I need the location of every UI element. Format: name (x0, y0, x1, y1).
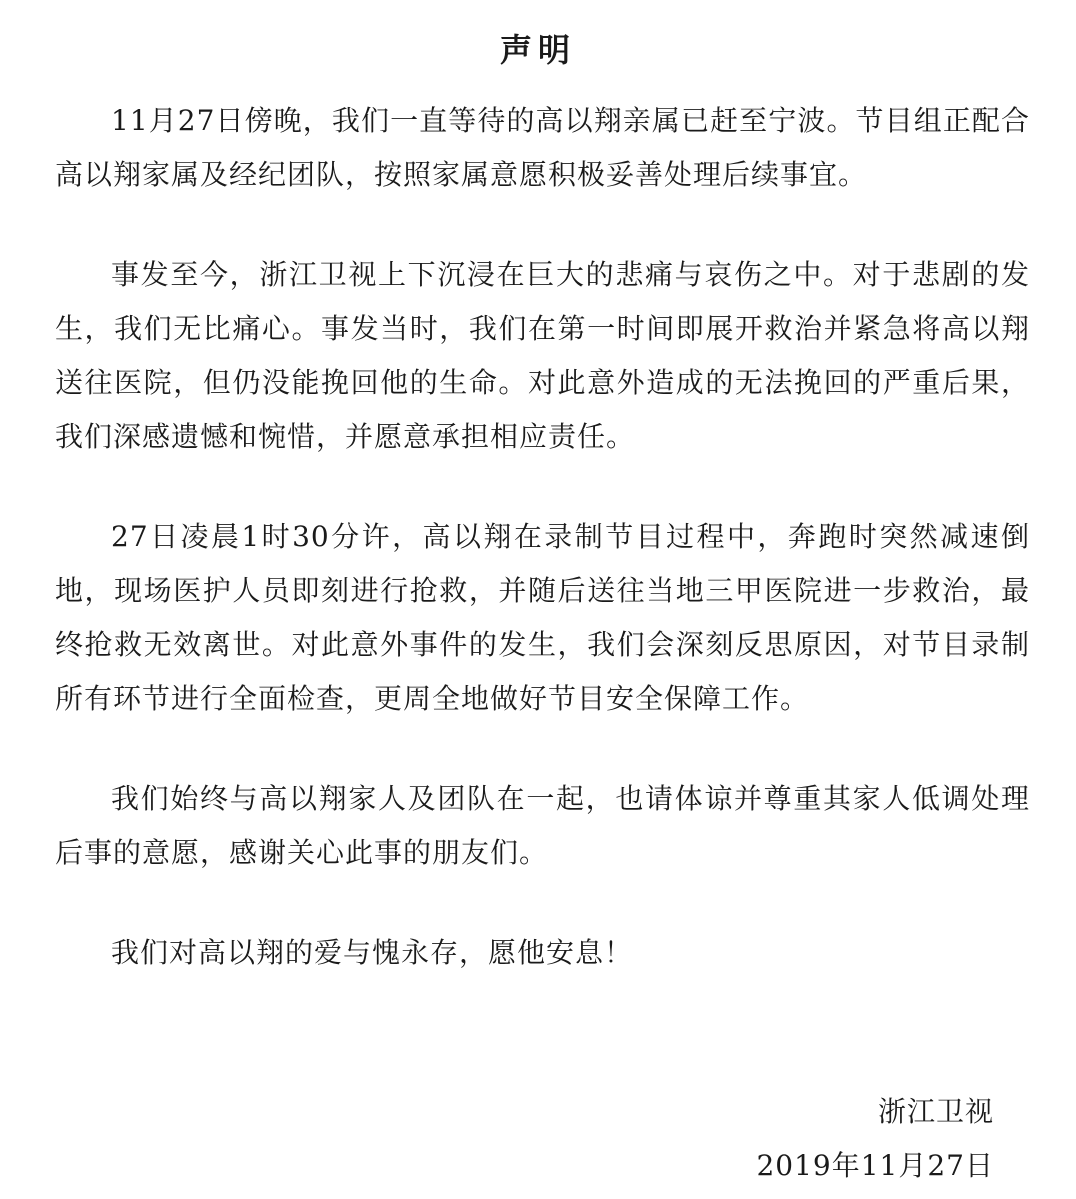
paragraph-incident-details: 27日凌晨1时30分许，高以翔在录制节目过程中，奔跑时突然减速倒地，现场医护人员即刻进行抢救，并随后送往当地三甲医院进一步救治，最终抢救无效离世。对此意外事件的发生，我们会深刻反思原因，对节目录制所有环节进行全面检查，更周全地做好节目安全保障工作。 (55, 520, 1030, 715)
document-title: 声明 (499, 31, 576, 69)
signature-organization: 浙江卫视 (877, 1095, 994, 1128)
paragraph-condolence: 事发至今，浙江卫视上下沉浸在巨大的悲痛与哀伤之中。对于悲剧的发生，我们无比痛心。事发当时，我们在第一时间即展开救治并紧急将高以翔送往医院，但仍没能挽回他的生命。对此意外造成的无法挽回的严重后果，我们深感遗憾和惋惜，并愿意承担相应责任。 (55, 258, 1030, 453)
paragraph-support-family: 我们始终与高以翔家人及团队在一起，也请体谅并尊重其家人低调处理后事的意愿，感谢关心此事的朋友们。 (55, 782, 1030, 869)
paragraph-farewell: 我们对高以翔的爱与愧永存，愿他安息！ (111, 936, 634, 969)
paragraph-family-arrival: 11月27日傍晚，我们一直等待的高以翔亲属已赶至宁波。节目组正配合高以翔家属及经纪团队，按照家属意愿积极妥善处理后续事宜。 (55, 104, 1030, 191)
signature-date: 2019年11月27日 (756, 1149, 994, 1182)
